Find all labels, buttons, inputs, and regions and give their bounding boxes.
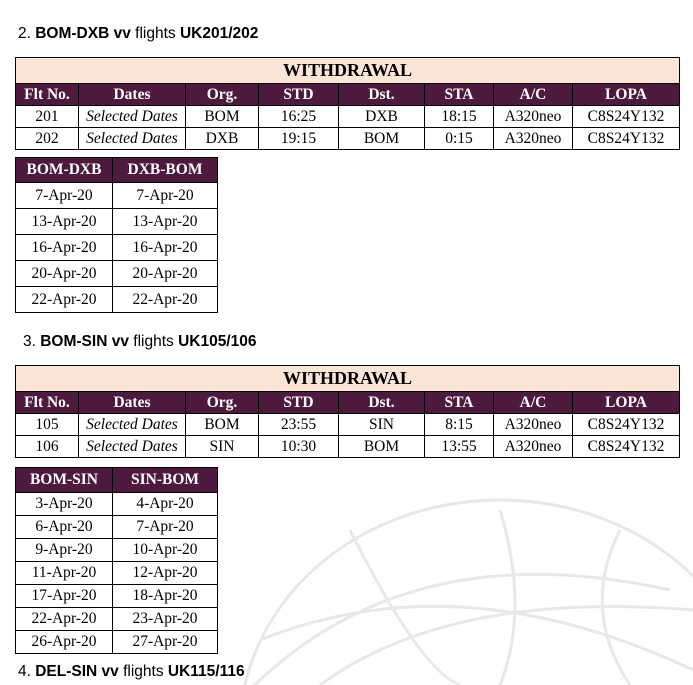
cell-dates: Selected Dates: [79, 436, 186, 458]
date-cell: 10-Apr-20: [113, 539, 218, 562]
date-cell: 20-Apr-20: [16, 261, 113, 287]
dates-col-return: DXB-BOM: [113, 158, 218, 183]
section-heading: 4. DEL-SIN vv flights UK115/116: [18, 663, 245, 680]
col-org: Org.: [186, 84, 259, 106]
cell-sta: 8:15: [425, 414, 494, 436]
table-row: [16, 183, 218, 209]
col-flt-no: Flt No.: [16, 84, 79, 106]
col-dates: Dates: [79, 84, 186, 106]
withdrawal-title: WITHDRAWAL: [16, 366, 680, 392]
table-row: [16, 414, 680, 436]
table-row: [16, 128, 680, 150]
date-cell: 18-Apr-20: [113, 585, 218, 608]
col-std: STD: [259, 392, 339, 414]
date-cell: 12-Apr-20: [113, 562, 218, 585]
cell-std: 23:55: [259, 414, 339, 436]
cell-ac: A320neo: [494, 106, 573, 128]
cell-sta: 18:15: [425, 106, 494, 128]
col-lopa: LOPA: [573, 84, 680, 106]
table-row: [16, 436, 680, 458]
withdrawal-table: [15, 365, 680, 458]
date-cell: 20-Apr-20: [113, 261, 218, 287]
cell-dst: BOM: [339, 128, 425, 150]
date-cell: 13-Apr-20: [113, 209, 218, 235]
cell-flt: 202: [16, 128, 79, 150]
dates-table: [15, 157, 218, 313]
withdrawal-table: [15, 57, 680, 150]
col-std: STD: [259, 84, 339, 106]
table-row: [16, 287, 218, 313]
date-cell: 16-Apr-20: [113, 235, 218, 261]
cell-lopa: C8S24Y132: [573, 436, 680, 458]
date-cell: 13-Apr-20: [16, 209, 113, 235]
date-cell: 9-Apr-20: [16, 539, 113, 562]
cell-ac: A320neo: [494, 128, 573, 150]
cell-org: DXB: [186, 128, 259, 150]
globe-watermark: [200, 470, 693, 685]
cell-dates: Selected Dates: [79, 128, 186, 150]
cell-std: 19:15: [259, 128, 339, 150]
table-row: [16, 235, 218, 261]
date-cell: 22-Apr-20: [113, 287, 218, 313]
table-row: [16, 608, 218, 631]
cell-lopa: C8S24Y132: [573, 414, 680, 436]
cell-std: 10:30: [259, 436, 339, 458]
col-dst: Dst.: [339, 392, 425, 414]
date-cell: 27-Apr-20: [113, 631, 218, 654]
col-lopa: LOPA: [573, 392, 680, 414]
date-cell: 3-Apr-20: [16, 493, 113, 516]
withdrawal-title: WITHDRAWAL: [16, 58, 680, 84]
cell-dst: BOM: [339, 436, 425, 458]
cell-dst: SIN: [339, 414, 425, 436]
table-row: [16, 585, 218, 608]
date-cell: 6-Apr-20: [16, 516, 113, 539]
col-ac: A/C: [494, 84, 573, 106]
table-row: [16, 261, 218, 287]
table-row: [16, 539, 218, 562]
dates-col-outbound: BOM-SIN: [16, 468, 113, 493]
col-ac: A/C: [494, 392, 573, 414]
col-flt-no: Flt No.: [16, 392, 79, 414]
table-row: [16, 562, 218, 585]
table-row: [16, 106, 680, 128]
section-heading: 3. BOM-SIN vv flights UK105/106: [23, 333, 257, 350]
date-cell: 7-Apr-20: [16, 183, 113, 209]
table-row: [16, 209, 218, 235]
date-cell: 7-Apr-20: [113, 516, 218, 539]
cell-org: BOM: [186, 106, 259, 128]
cell-org: SIN: [186, 436, 259, 458]
cell-ac: A320neo: [494, 436, 573, 458]
cell-dates: Selected Dates: [79, 414, 186, 436]
col-org: Org.: [186, 392, 259, 414]
date-cell: 22-Apr-20: [16, 287, 113, 313]
table-row: [16, 493, 218, 516]
cell-org: BOM: [186, 414, 259, 436]
dates-col-return: SIN-BOM: [113, 468, 218, 493]
cell-lopa: C8S24Y132: [573, 128, 680, 150]
col-dates: Dates: [79, 392, 186, 414]
cell-sta: 0:15: [425, 128, 494, 150]
table-row: [16, 516, 218, 539]
cell-sta: 13:55: [425, 436, 494, 458]
section-heading: 2. BOM-DXB vv flights UK201/202: [18, 25, 259, 42]
cell-ac: A320neo: [494, 414, 573, 436]
cell-flt: 106: [16, 436, 79, 458]
cell-dst: DXB: [339, 106, 425, 128]
date-cell: 4-Apr-20: [113, 493, 218, 516]
date-cell: 26-Apr-20: [16, 631, 113, 654]
table-row: [16, 631, 218, 654]
date-cell: 16-Apr-20: [16, 235, 113, 261]
col-sta: STA: [425, 392, 494, 414]
date-cell: 11-Apr-20: [16, 562, 113, 585]
date-cell: 17-Apr-20: [16, 585, 113, 608]
cell-flt: 105: [16, 414, 79, 436]
col-sta: STA: [425, 84, 494, 106]
cell-flt: 201: [16, 106, 79, 128]
dates-col-outbound: BOM-DXB: [16, 158, 113, 183]
col-dst: Dst.: [339, 84, 425, 106]
date-cell: 7-Apr-20: [113, 183, 218, 209]
cell-dates: Selected Dates: [79, 106, 186, 128]
dates-table: [15, 467, 218, 654]
date-cell: 22-Apr-20: [16, 608, 113, 631]
cell-lopa: C8S24Y132: [573, 106, 680, 128]
cell-std: 16:25: [259, 106, 339, 128]
date-cell: 23-Apr-20: [113, 608, 218, 631]
